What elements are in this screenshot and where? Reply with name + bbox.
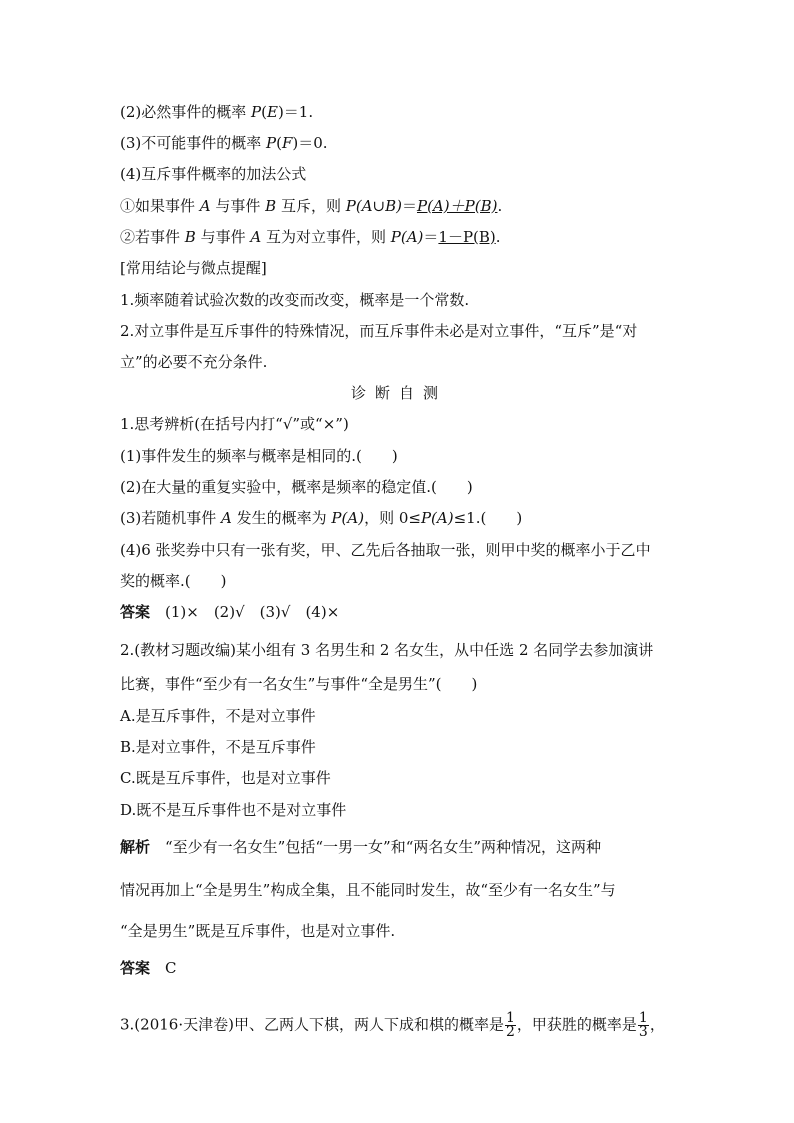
- line-mutually-exclusive: ①如果事件 A 与事件 B 互斥，则 P(A∪B)＝P(A)＋P(B).: [120, 197, 503, 215]
- option-d: D.既不是互斥事件也不是对立事件: [120, 801, 347, 819]
- question-1: 1.思考辨析(在括号内打“√”或“×”): [120, 415, 349, 433]
- tip-2-line-1: 2.对立事件是互斥事件的特殊情况，而互斥事件未必是对立事件，“互斥”是“对: [120, 322, 638, 340]
- fraction-one-third: $\frac{1}{3}$: [638, 1010, 648, 1040]
- question-1-item-2: (2)在大量的重复实验中，概率是频率的稳定值.( ): [120, 478, 473, 496]
- question-1-item-4-line-2: 奖的概率.( ): [120, 572, 227, 590]
- document-page: [120, 0, 678, 1123]
- answer-2: 答案 C: [120, 959, 177, 977]
- question-3-line-1: 3.(2016·天津卷)甲、乙两人下棋，两人下成和棋的概率是 $\frac{1}{2}$ ，甲获胜的概率是 $\frac{1}{3}$ ，: [120, 1010, 665, 1040]
- fraction-one-half: $\frac{1}{2}$: [505, 1010, 515, 1040]
- line-addition-formula: (4)互斥事件概率的加法公式: [120, 165, 307, 183]
- question-1-item-1: (1)事件发生的频率与概率是相同的.( ): [120, 447, 398, 465]
- line-impossible-event: (3)不可能事件的概率 P(F)＝0.: [120, 134, 328, 152]
- tip-1: 1.频率随着试验次数的改变而改变，概率是一个常数.: [120, 291, 470, 309]
- question-2-line-2: 比赛，事件“至少有一名女生”与事件“全是男生”( ): [120, 675, 478, 693]
- tip-2-line-2: 立”的必要不充分条件.: [120, 353, 268, 371]
- solution-line-1: 解析 “至少有一名女生”包括“一男一女”和“两名女生”两种情况，这两种: [120, 838, 602, 856]
- question-1-item-3: (3)若随机事件 A 发生的概率为 P(A)，则 0≤P(A)≤1.( ): [120, 509, 523, 527]
- option-c: C.既是互斥事件，也是对立事件: [120, 769, 331, 787]
- line-complementary: ②若事件 B 与事件 A 互为对立事件，则 P(A)＝1－P(B).: [120, 228, 501, 246]
- question-1-item-4-line-1: (4)6 张奖券中只有一张有奖，甲、乙先后各抽取一张，则甲中奖的概率小于乙中: [120, 541, 651, 559]
- solution-line-2: 情况再加上“全是男生”构成全集，且不能同时发生，故“至少有一名女生”与: [120, 881, 616, 899]
- section-heading: 诊断自测: [350, 384, 447, 402]
- solution-line-3: “全是男生”既是互斥事件，也是对立事件.: [120, 922, 396, 940]
- section-label-tips: [常用结论与微点提醒]: [120, 259, 267, 277]
- option-b: B.是对立事件，不是互斥事件: [120, 738, 316, 756]
- question-2-line-1: 2.(教材习题改编)某小组有 3 名男生和 2 名女生，从中任选 2 名同学去参加演讲: [120, 641, 654, 659]
- option-a: A.是互斥事件，不是对立事件: [120, 707, 316, 725]
- answer-label: 答案: [120, 603, 151, 621]
- line-certain-event: (2)必然事件的概率 P(E)＝1.: [120, 103, 314, 121]
- answer-label: 答案: [120, 959, 151, 977]
- answer-1: 答案 (1)× (2)√ (3)√ (4)×: [120, 603, 340, 621]
- solution-label: 解析: [120, 838, 151, 856]
